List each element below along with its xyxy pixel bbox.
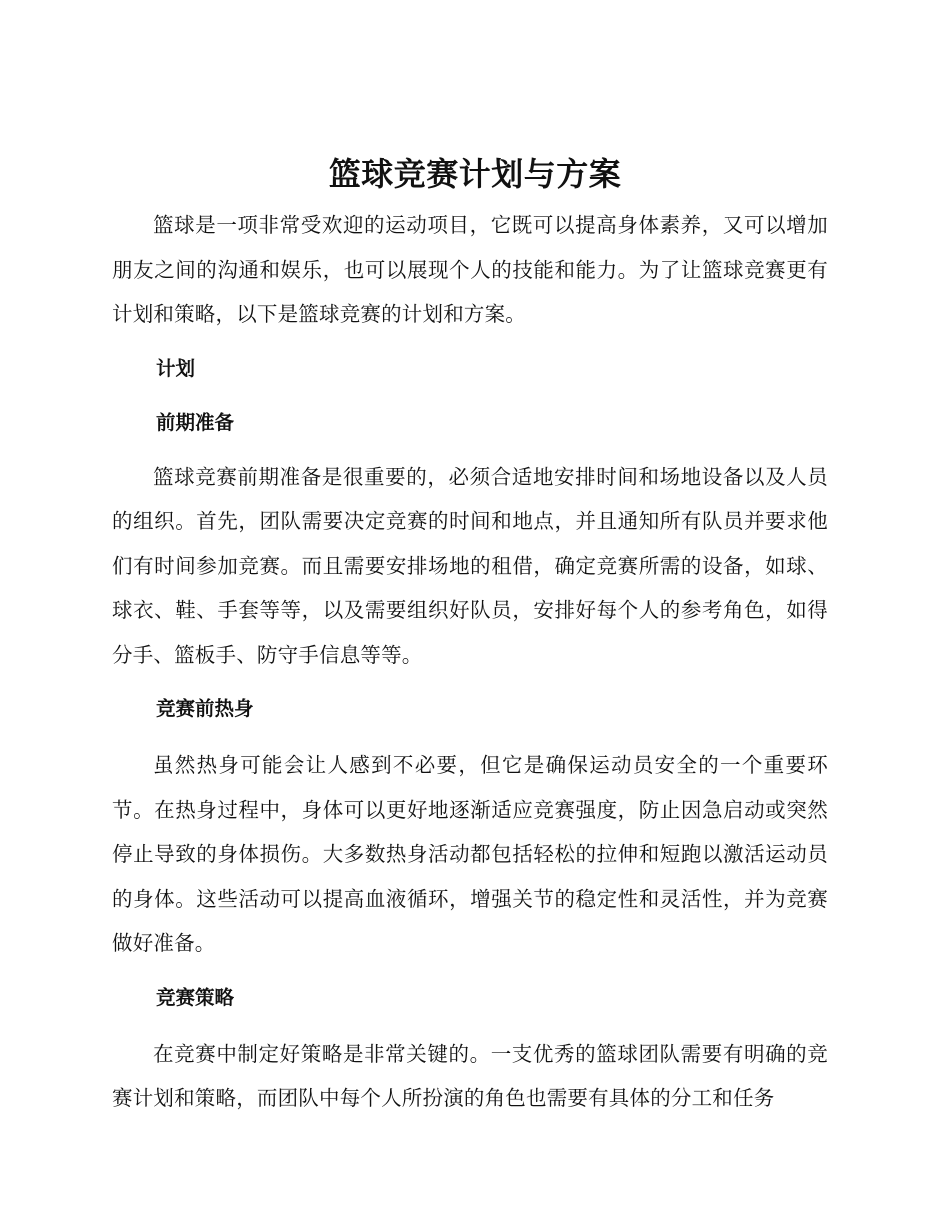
intro-paragraph: 篮球是一项非常受欢迎的运动项目，它既可以提高身体素养，又可以增加朋友之间的沟通和娱乐，也可以展现个人的技能和能力。为了让篮球竞赛更有计划和策略，以下是篮球竞赛的计划和方案。 (112, 213, 828, 326)
subheading-strategy: 竞赛策略 (156, 985, 235, 1009)
section-heading-plan: 计划 (156, 356, 196, 380)
subheading-warmup: 竞赛前热身 (156, 697, 254, 720)
strategy-paragraph: 在竞赛中制定好策略是非常关键的。一支优秀的篮球团队需要有明确的竞赛计划和策略，而团队中每个人所扮演的角色也需要有具体的分工和任务 (112, 1041, 828, 1110)
document-body (112, 203, 828, 1121)
prep-paragraph: 篮球竞赛前期准备是很重要的，必须合适地安排时间和场地设备以及人员的组织。首先，团队需要决定竞赛的时间和地点，并且通知所有队员并要求他们有时间参加竞赛。而且需要安排场地的租借，确定竞赛所需的设备，如球、球衣、鞋、手套等等，以及需要组织好队员，安排好每个人的参考角色，如得分手、篮板手、防守手信息等等。 (112, 464, 828, 667)
warmup-paragraph: 虽然热身可能会让人感到不必要，但它是确保运动员安全的一个重要环节。在热身过程中，身体可以更好地逐渐适应竞赛强度，防止因急启动或突然停止导致的身体损伤。大多数热身活动都包括轻松的拉伸和短跑以激活运动员的身体。这些活动可以提高血液循环，增强关节的稳定性和灵活性，并为竞赛做好准备。 (112, 753, 828, 955)
document-title: 篮球竞赛计划与方案 (328, 155, 622, 193)
subheading-prep: 前期准备 (156, 410, 235, 434)
